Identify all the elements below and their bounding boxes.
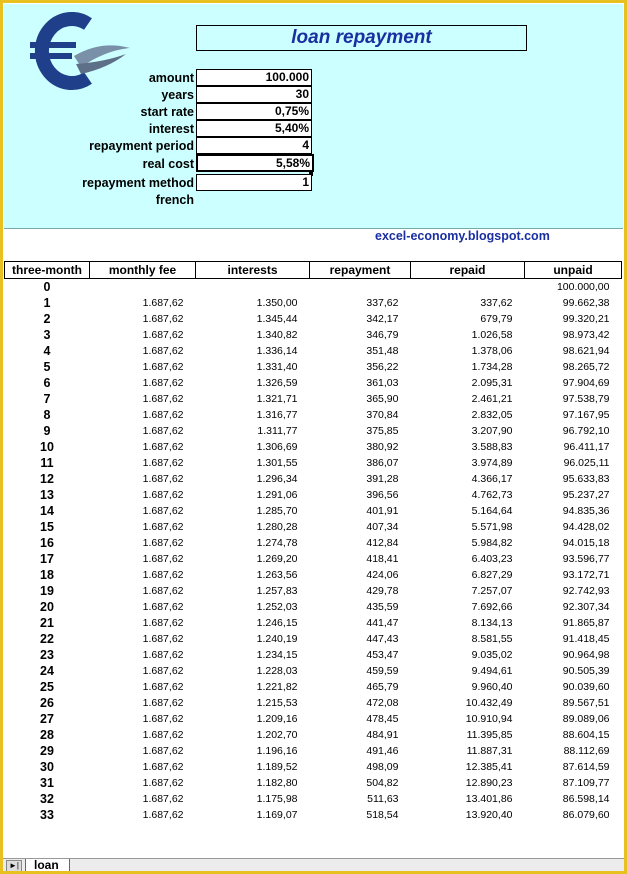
table-row <box>5 791 622 807</box>
cell-unpaid[interactable]: 99.320,21 <box>562 313 610 325</box>
cell-repaid[interactable]: 2.832,05 <box>471 409 513 421</box>
cell-period[interactable]: 26 <box>40 696 54 710</box>
start-rate-field[interactable]: 0,75% <box>196 103 312 120</box>
cell-unpaid[interactable]: 97.167,95 <box>562 409 610 421</box>
table-row <box>5 359 622 375</box>
cell-unpaid[interactable]: 99.662,38 <box>562 297 610 309</box>
cell-repaid[interactable]: 1.026,58 <box>471 329 513 341</box>
table-row <box>5 375 622 391</box>
cell-period[interactable]: 7 <box>43 392 51 406</box>
cell-period[interactable]: 23 <box>40 648 54 662</box>
repayment-period-field[interactable]: 4 <box>196 137 312 154</box>
cell-unpaid[interactable]: 98.265,72 <box>562 361 610 373</box>
cell-monthly-fee[interactable]: 1.687,62 <box>142 345 184 357</box>
cell-period[interactable]: 32 <box>40 792 54 806</box>
cell-period[interactable]: 10 <box>40 440 54 454</box>
cell-repayment[interactable]: 478,45 <box>366 713 399 725</box>
cell-repaid[interactable]: 3.588,83 <box>471 441 513 453</box>
cell-interests[interactable]: 1.182,80 <box>256 777 298 789</box>
cell-period[interactable]: 1 <box>43 296 51 310</box>
cell-unpaid[interactable]: 94.835,36 <box>562 505 610 517</box>
cell-repaid[interactable]: 10.432,49 <box>465 697 513 709</box>
cell-interests[interactable]: 1.189,52 <box>256 761 298 773</box>
cell-repayment[interactable]: 429,78 <box>366 585 399 597</box>
cell-repaid[interactable]: 10.910,94 <box>465 713 513 725</box>
table-row <box>5 423 622 439</box>
cell-unpaid[interactable]: 95.237,27 <box>562 489 610 501</box>
cell-period[interactable]: 8 <box>43 408 51 422</box>
cell-repayment[interactable]: 472,08 <box>366 697 399 709</box>
cell-unpaid[interactable]: 90.505,39 <box>562 665 610 677</box>
cell-monthly-fee[interactable]: 1.687,62 <box>142 361 184 373</box>
cell-monthly-fee[interactable]: 1.687,62 <box>142 793 184 805</box>
cell-monthly-fee[interactable]: 1.687,62 <box>142 713 184 725</box>
start-rate-label: start rate <box>140 105 194 119</box>
cell-repaid[interactable]: 8.581,55 <box>471 633 513 645</box>
cell-monthly-fee[interactable]: 1.687,62 <box>142 601 184 613</box>
table-row <box>5 535 622 551</box>
table-row <box>5 407 622 423</box>
cell-unpaid[interactable]: 91.418,45 <box>562 633 610 645</box>
cell-repaid[interactable]: 13.401,86 <box>465 793 513 805</box>
cell-repaid[interactable]: 9.035,02 <box>471 649 513 661</box>
column-header-repayment[interactable]: repayment <box>310 262 411 279</box>
cell-period[interactable]: 16 <box>40 536 54 550</box>
years-field[interactable]: 30 <box>196 86 312 103</box>
table-body <box>5 279 622 824</box>
cell-repaid[interactable]: 11.395,85 <box>466 729 513 741</box>
cell-repaid[interactable]: 1.378,06 <box>471 345 513 357</box>
cell-period[interactable]: 29 <box>40 744 54 758</box>
cell-repaid[interactable]: 5.571,98 <box>471 521 513 533</box>
cell-unpaid[interactable]: 96.792,10 <box>562 425 610 437</box>
cell-interests[interactable]: 1.350,00 <box>256 297 298 309</box>
table-row <box>5 519 622 535</box>
cell-interests[interactable]: 1.280,28 <box>256 521 298 533</box>
cell-repaid[interactable]: 2.461,21 <box>471 393 513 405</box>
cell-unpaid[interactable]: 87.614,59 <box>562 761 610 773</box>
cell-repaid[interactable]: 7.692,66 <box>471 601 513 613</box>
cell-interests[interactable]: 1.301,55 <box>256 457 298 469</box>
cell-repayment[interactable]: 337,62 <box>366 297 399 309</box>
column-header-interests[interactable]: interests <box>196 262 310 279</box>
cell-interests[interactable]: 1.240,19 <box>256 633 298 645</box>
cell-repaid[interactable]: 2.095,31 <box>471 377 513 389</box>
cell-period[interactable]: 0 <box>43 280 51 294</box>
cell-monthly-fee[interactable]: 1.687,62 <box>142 457 184 469</box>
cell-unpaid[interactable]: 94.015,18 <box>562 537 610 549</box>
cell-repaid[interactable]: 3.207,90 <box>471 425 513 437</box>
table-row <box>5 679 622 695</box>
cell-monthly-fee[interactable]: 1.687,62 <box>142 505 184 517</box>
amount-field[interactable]: 100.000 <box>196 69 312 86</box>
cell-unpaid[interactable]: 94.428,02 <box>562 521 610 533</box>
table-row <box>5 391 622 407</box>
cell-repaid[interactable]: 1.734,28 <box>471 361 513 373</box>
header-panel <box>4 4 623 229</box>
table-row <box>5 551 622 567</box>
cell-interests[interactable]: 1.234,15 <box>256 649 298 661</box>
cell-interests[interactable]: 1.221,82 <box>256 681 298 693</box>
cell-repaid[interactable]: 3.974,89 <box>471 457 513 469</box>
cell-period[interactable]: 19 <box>40 584 54 598</box>
cell-monthly-fee[interactable]: 1.687,62 <box>142 425 184 437</box>
cell-interests[interactable]: 1.263,56 <box>256 569 298 581</box>
cell-repayment[interactable]: 407,34 <box>366 521 399 533</box>
cell-monthly-fee[interactable]: 1.687,62 <box>142 393 184 405</box>
cell-period[interactable]: 25 <box>40 680 54 694</box>
table-row <box>5 775 622 791</box>
table-row <box>5 647 622 663</box>
cell-interests[interactable]: 1.196,16 <box>256 745 298 757</box>
cell-unpaid[interactable]: 93.596,77 <box>562 553 610 565</box>
cell-interests[interactable]: 1.331,40 <box>256 361 298 373</box>
cell-repayment[interactable]: 346,79 <box>366 329 399 341</box>
cell-interests[interactable]: 1.336,14 <box>256 345 298 357</box>
cell-repayment[interactable]: 380,92 <box>366 441 399 453</box>
cell-monthly-fee[interactable]: 1.687,62 <box>142 633 184 645</box>
cell-repaid[interactable]: 13.920,40 <box>465 809 513 821</box>
repayment-method-field[interactable]: 1 <box>196 174 312 191</box>
table-row <box>5 663 622 679</box>
cell-repaid[interactable]: 12.890,23 <box>465 777 513 789</box>
cell-repaid[interactable]: 679,79 <box>480 313 513 325</box>
cell-interests[interactable]: 1.169,07 <box>256 809 298 821</box>
cell-interests[interactable]: 1.274,78 <box>256 537 298 549</box>
cell-period[interactable]: 13 <box>40 488 54 502</box>
cell-period[interactable]: 20 <box>40 600 54 614</box>
cell-interests[interactable]: 1.340,82 <box>256 329 298 341</box>
cell-interests[interactable]: 1.269,20 <box>256 553 298 565</box>
table-row <box>5 615 622 631</box>
table-row <box>5 599 622 615</box>
years-label: years <box>161 88 194 102</box>
cell-repayment[interactable]: 361,03 <box>366 377 399 389</box>
cell-unpaid[interactable]: 91.865,87 <box>562 617 610 629</box>
cell-interests[interactable]: 1.316,77 <box>256 409 298 421</box>
cell-unpaid[interactable]: 90.039,60 <box>562 681 610 693</box>
cell-period[interactable]: 21 <box>40 616 54 630</box>
cell-period[interactable]: 6 <box>43 376 51 390</box>
cell-unpaid[interactable]: 98.621,94 <box>562 345 610 357</box>
amount-label: amount <box>148 71 194 85</box>
cell-monthly-fee[interactable]: 1.687,62 <box>142 569 184 581</box>
cell-period[interactable]: 2 <box>43 312 51 326</box>
blog-link[interactable]: excel-economy.blogspot.com <box>375 229 550 243</box>
method-name-label: french <box>155 193 194 207</box>
cell-repaid[interactable]: 7.257,07 <box>471 585 513 597</box>
cell-repayment[interactable]: 418,41 <box>366 553 399 565</box>
cell-repayment[interactable]: 518,54 <box>366 809 399 821</box>
cell-interests[interactable]: 1.306,69 <box>256 441 298 453</box>
cell-unpaid[interactable]: 87.109,77 <box>562 777 610 789</box>
cell-interests[interactable]: 1.246,15 <box>256 617 298 629</box>
cell-interests[interactable]: 1.311,77 <box>257 425 298 437</box>
cell-interests[interactable]: 1.215,53 <box>256 697 298 709</box>
cell-repayment[interactable]: 424,06 <box>366 569 399 581</box>
cell-repayment[interactable]: 370,84 <box>366 409 399 421</box>
cell-monthly-fee[interactable]: 1.687,62 <box>142 537 184 549</box>
cell-monthly-fee[interactable]: 1.687,62 <box>142 617 184 629</box>
cell-period[interactable]: 5 <box>43 360 51 374</box>
real-cost-field[interactable]: 5,58% <box>196 154 314 172</box>
cell-unpaid[interactable]: 88.604,15 <box>562 729 610 741</box>
cell-interests[interactable]: 1.252,03 <box>256 601 298 613</box>
table-row <box>5 567 622 583</box>
table-row <box>5 503 622 519</box>
table-row <box>5 695 622 711</box>
cell-repayment[interactable]: 401,91 <box>366 505 399 517</box>
cell-repayment[interactable]: 435,59 <box>366 601 399 613</box>
table-row <box>5 343 622 359</box>
cell-unpaid[interactable]: 86.079,60 <box>562 809 610 821</box>
cell-monthly-fee[interactable]: 1.687,62 <box>142 473 184 485</box>
cell-monthly-fee[interactable]: 1.687,62 <box>142 489 184 501</box>
cell-monthly-fee[interactable]: 1.687,62 <box>142 649 184 661</box>
cell-monthly-fee[interactable]: 1.687,62 <box>142 521 184 533</box>
cell-monthly-fee[interactable]: 1.687,62 <box>142 329 184 341</box>
cell-interests[interactable]: 1.291,06 <box>256 489 298 501</box>
cell-repayment[interactable]: 365,90 <box>366 393 399 405</box>
cell-unpaid[interactable]: 86.598,14 <box>562 793 610 805</box>
cell-monthly-fee[interactable]: 1.687,62 <box>142 745 184 757</box>
real-cost-label: real cost <box>142 157 194 171</box>
cell-monthly-fee[interactable]: 1.687,62 <box>142 441 184 453</box>
cell-period[interactable]: 31 <box>40 776 54 790</box>
repayment-method-label: repayment method <box>82 176 194 190</box>
cell-unpaid[interactable]: 97.538,79 <box>562 393 610 405</box>
cell-interests[interactable]: 1.345,44 <box>256 313 298 325</box>
cell-repaid[interactable]: 6.403,23 <box>471 553 513 565</box>
cell-unpaid[interactable]: 92.307,34 <box>562 601 610 613</box>
cell-unpaid[interactable]: 100.000,00 <box>556 281 610 293</box>
sheet-tab-loan[interactable]: loan <box>25 859 70 873</box>
cell-period[interactable]: 9 <box>43 424 51 438</box>
cell-period[interactable]: 33 <box>40 808 54 822</box>
page-title: loan repayment <box>196 25 527 51</box>
cell-repaid[interactable]: 337,62 <box>480 297 513 309</box>
sheet-tab-bar <box>3 858 624 872</box>
cell-repaid[interactable]: 11.887,31 <box>466 745 513 757</box>
column-header-period[interactable]: three-month <box>5 262 90 279</box>
cell-unpaid[interactable]: 89.089,06 <box>562 713 610 725</box>
cell-monthly-fee[interactable]: 1.687,62 <box>142 313 184 325</box>
cell-period[interactable]: 27 <box>40 712 54 726</box>
cell-unpaid[interactable]: 89.567,51 <box>562 697 610 709</box>
cell-interests[interactable]: 1.202,70 <box>256 729 298 741</box>
cell-period[interactable]: 4 <box>43 344 51 358</box>
cell-repaid[interactable]: 4.366,17 <box>471 473 513 485</box>
repayment-period-label: repayment period <box>89 139 194 153</box>
cell-repayment[interactable]: 375,85 <box>366 425 399 437</box>
cell-period[interactable]: 22 <box>40 632 54 646</box>
cell-repayment[interactable]: 498,09 <box>366 761 399 773</box>
cell-repayment[interactable]: 447,43 <box>366 633 399 645</box>
cell-interests[interactable]: 1.285,70 <box>256 505 298 517</box>
cell-repaid[interactable]: 9.494,61 <box>471 665 513 677</box>
cell-period[interactable]: 3 <box>43 328 51 342</box>
cell-monthly-fee[interactable]: 1.687,62 <box>142 729 184 741</box>
cell-repayment[interactable]: 441,47 <box>366 617 399 629</box>
cell-unpaid[interactable]: 97.904,69 <box>562 377 610 389</box>
cell-repayment[interactable]: 391,28 <box>366 473 399 485</box>
table-row <box>5 487 622 503</box>
table-row <box>5 727 622 743</box>
cell-interests[interactable]: 1.321,71 <box>256 393 298 405</box>
cell-period[interactable]: 28 <box>40 728 54 742</box>
cell-unpaid[interactable]: 95.633,83 <box>562 473 610 485</box>
cell-repaid[interactable]: 5.164,64 <box>471 505 513 517</box>
table-row <box>5 327 622 343</box>
cell-repayment[interactable] <box>310 279 411 296</box>
interest-field[interactable]: 5,40% <box>196 120 312 137</box>
cell-repaid[interactable]: 6.827,29 <box>471 569 513 581</box>
cell-unpaid[interactable]: 88.112,69 <box>563 745 610 757</box>
column-header-monthly-fee[interactable]: monthly fee <box>90 262 196 279</box>
cell-repayment[interactable]: 491,46 <box>366 745 399 757</box>
cell-interests[interactable]: 1.326,59 <box>256 377 298 389</box>
cell-repaid[interactable] <box>411 279 525 296</box>
table-row <box>5 631 622 647</box>
cell-repayment[interactable]: 356,22 <box>366 361 399 373</box>
column-header-unpaid[interactable]: unpaid <box>525 262 622 279</box>
cell-period[interactable]: 30 <box>40 760 54 774</box>
cell-monthly-fee[interactable] <box>90 279 196 296</box>
cell-unpaid[interactable]: 96.411,17 <box>563 441 610 453</box>
table-row <box>5 743 622 759</box>
cell-repayment[interactable]: 351,48 <box>366 345 399 357</box>
cell-repaid[interactable]: 5.984,82 <box>471 537 513 549</box>
cell-monthly-fee[interactable]: 1.687,62 <box>142 665 184 677</box>
cell-unpaid[interactable]: 98.973,42 <box>562 329 610 341</box>
cell-repayment[interactable]: 465,79 <box>366 681 399 693</box>
cell-period[interactable]: 18 <box>40 568 54 582</box>
cell-repaid[interactable]: 4.762,73 <box>471 489 513 501</box>
cell-period[interactable]: 12 <box>40 472 54 486</box>
cell-interests[interactable]: 1.228,03 <box>256 665 298 677</box>
repayment-table <box>4 261 622 823</box>
cell-unpaid[interactable]: 93.172,71 <box>562 569 610 581</box>
cell-monthly-fee[interactable]: 1.687,62 <box>142 553 184 565</box>
cell-unpaid[interactable]: 90.964,98 <box>562 649 610 661</box>
cell-repayment[interactable]: 504,82 <box>366 777 399 789</box>
cell-interests[interactable] <box>196 279 310 296</box>
table-row <box>5 311 622 327</box>
cell-interests[interactable]: 1.296,34 <box>256 473 298 485</box>
tab-scroll-first-icon[interactable]: ►| <box>6 860 22 872</box>
table-row <box>5 471 622 487</box>
cell-monthly-fee[interactable]: 1.687,62 <box>142 761 184 773</box>
table-row <box>5 807 622 823</box>
table-row <box>5 583 622 599</box>
euro-logo-icon <box>26 12 136 92</box>
table-row <box>5 295 622 311</box>
cell-repayment[interactable]: 453,47 <box>366 649 399 661</box>
cell-monthly-fee[interactable]: 1.687,62 <box>142 409 184 421</box>
cell-monthly-fee[interactable]: 1.687,62 <box>142 585 184 597</box>
cell-interests[interactable]: 1.175,98 <box>256 793 298 805</box>
cell-period[interactable]: 14 <box>40 504 54 518</box>
cell-repaid[interactable]: 8.134,13 <box>471 617 513 629</box>
cell-repaid[interactable]: 12.385,41 <box>465 761 513 773</box>
cell-monthly-fee[interactable]: 1.687,62 <box>142 777 184 789</box>
table-row <box>5 711 622 727</box>
cell-period[interactable]: 17 <box>40 552 54 566</box>
cell-repayment[interactable]: 511,63 <box>367 793 399 805</box>
cell-monthly-fee[interactable]: 1.687,62 <box>142 377 184 389</box>
cell-repayment[interactable]: 386,07 <box>366 457 399 469</box>
cell-unpaid[interactable]: 96.025,11 <box>563 457 610 469</box>
cell-monthly-fee[interactable]: 1.687,62 <box>142 809 184 821</box>
cell-interests[interactable]: 1.209,16 <box>256 713 298 725</box>
cell-period[interactable]: 15 <box>40 520 54 534</box>
cell-period[interactable]: 24 <box>40 664 54 678</box>
cell-period[interactable]: 11 <box>40 456 54 470</box>
table-row <box>5 455 622 471</box>
cell-interests[interactable]: 1.257,83 <box>256 585 298 597</box>
table-header-row <box>5 262 622 279</box>
cell-monthly-fee[interactable]: 1.687,62 <box>142 297 184 309</box>
table-row <box>5 279 622 296</box>
cell-monthly-fee[interactable]: 1.687,62 <box>142 697 184 709</box>
interest-label: interest <box>148 122 194 136</box>
cell-repaid[interactable]: 9.960,40 <box>471 681 513 693</box>
column-header-repaid[interactable]: repaid <box>411 262 525 279</box>
cell-unpaid[interactable]: 92.742,93 <box>562 585 610 597</box>
cell-repayment[interactable]: 342,17 <box>366 313 399 325</box>
cell-monthly-fee[interactable]: 1.687,62 <box>142 681 184 693</box>
cell-repayment[interactable]: 412,84 <box>366 537 399 549</box>
table-row <box>5 439 622 455</box>
cell-repayment[interactable]: 484,91 <box>366 729 399 741</box>
cell-repayment[interactable]: 396,56 <box>366 489 399 501</box>
table-row <box>5 759 622 775</box>
cell-repayment[interactable]: 459,59 <box>366 665 399 677</box>
